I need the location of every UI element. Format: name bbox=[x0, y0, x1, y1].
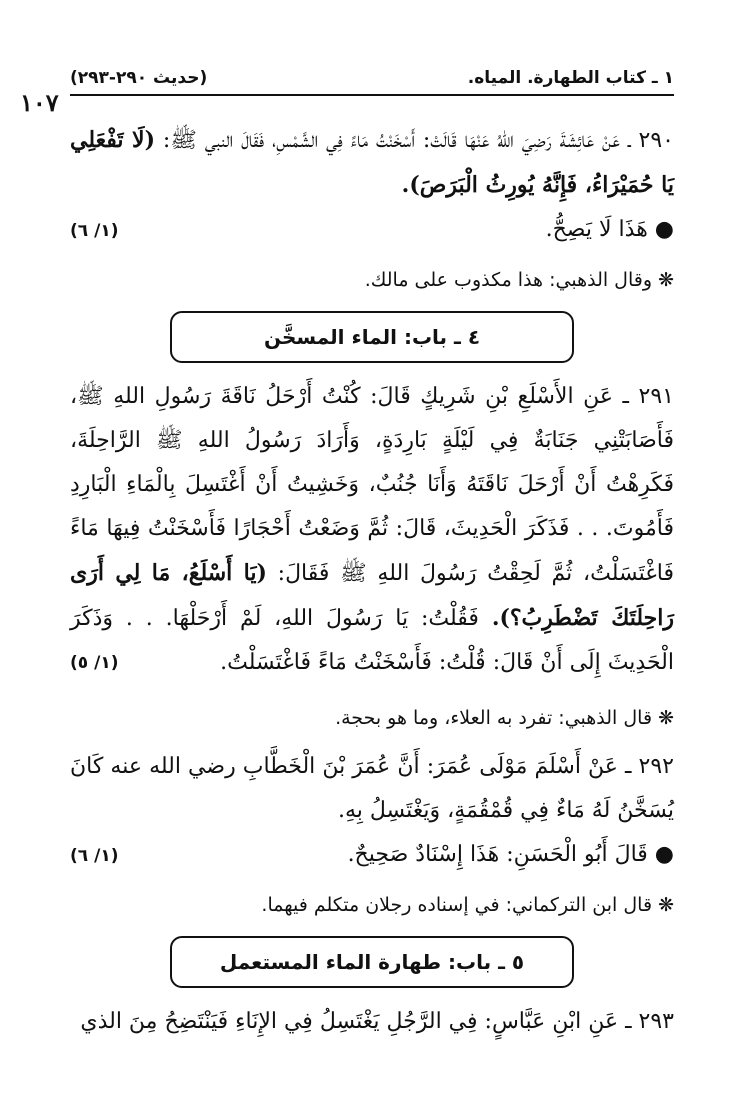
header-rule bbox=[70, 94, 674, 96]
chapter-title: ٤ ـ باب: الماء المسخَّن bbox=[263, 325, 481, 349]
hadith-292-grading bbox=[70, 833, 674, 878]
hadith-290-grading bbox=[70, 208, 674, 253]
page-body bbox=[70, 118, 674, 1044]
hadith-290 bbox=[70, 118, 674, 208]
volume-reference: (١/ ٦) bbox=[70, 221, 119, 241]
chapter-title: ٥ ـ باب: طهارة الماء المستعمل bbox=[219, 950, 525, 974]
hadith-range: (حديث ٢٩٠-٢٩٣) bbox=[70, 68, 208, 88]
book-title: ١ ـ كتاب الطهارة. المياه. bbox=[467, 68, 674, 88]
running-header bbox=[70, 66, 674, 90]
hadith-290-quote: (لَا تَفْعَلِي يَا حُمَيْرَاءُ، فَإِنَّهُ يُورِثُ الْبَرَصَ). bbox=[70, 127, 674, 198]
hadith-290-note: ❋ وقال الذهبي: هذا مكذوب على مالك. bbox=[364, 269, 674, 291]
hadith-291-text: ٢٩١ ـ عَنِ الأَسْلَعِ بْنِ شَرِيكٍ قَالَ: كُنْتُ أَرْحَلُ نَاقَةَ رَسُولِ اللهِ ﷺ، فَأَصَابَتْنِي جَنَابَةٌ فِي لَيْلَةٍ بَارِدَةٍ، وَأَرَادَ رَسُولُ اللهِ ﷺ الرَّاحِلَةَ، فَكَرِهْتُ أَنْ أَرْحَلَ نَاقَتَهُ وَأَنَا جُنُبٌ، وَخَشِيتُ أَنْ أَغْتَسِلَ بِالْمَاءِ الْبَارِدِ فَأَمُوتَ. . . فَذَكَرَ الْحَدِيثَ، قَالَ: ثُمَّ وَضَعْتُ أَحْجَارًا فَأَسْخَنْتُ فِيهَا مَاءً فَاغْتَسَلْتُ، ثُمَّ لَحِقْتُ رَسُولَ اللهِ ﷺ فَقَالَ: bbox=[70, 384, 674, 586]
page-number: ١٠٧ bbox=[20, 88, 59, 117]
volume-reference: (١/ ٥) bbox=[70, 653, 119, 673]
hadith-291-text-continued: فَقُلْتُ: يَا رَسُولَ اللهِ، لَمْ أَرْحَلْهَا. . . وَذَكَرَ الْحَدِيثَ إِلَى أَنْ قَالَ: قُلْتُ: فَأَسْخَنْتُ مَاءً فَاغْتَسَلْتُ. bbox=[70, 606, 674, 675]
grading-text: ● قَالَ أَبُو الْحَسَنِ: هَذَا إِسْنَادٌ صَحِيحٌ. bbox=[347, 842, 674, 867]
hadith-291-quote: (يَا أَسْلَعُ، مَا لِي أَرَى رَاحِلَتَكَ تَضْطَرِبُ؟). bbox=[70, 560, 674, 631]
hadith-292-note: ❋ قال ابن التركماني: في إسناده رجلان متكلم فيهما. bbox=[261, 894, 674, 916]
hadith-291-note: ❋ قال الذهبي: تفرد به العلاء، وما هو بحجة. bbox=[335, 707, 674, 729]
chapter-heading-4 bbox=[170, 311, 574, 363]
hadith-291 bbox=[70, 375, 674, 685]
chapter-heading-5 bbox=[170, 936, 574, 988]
hadith-290-text: ٢٩٠ ـ عَنْ عَائِشَةَ رَضِيَ اللهُ عَنْهَا قَالَتْ: أَسْخَنْتُ مَاءً فِي الشَّمْسِ، فَقَالَ النبي ﷺ: bbox=[162, 128, 674, 153]
hadith-292: ٢٩٢ ـ عَنْ أَسْلَمَ مَوْلَى عُمَرَ: أَنَّ عُمَرَ بْنَ الْخَطَّابِ رضي الله عنه كَانَ يُسَخَّنُ لَهُ مَاءٌ فِي قُمْقُمَةٍ، وَيَغْتَسِلُ بِهِ. bbox=[70, 754, 674, 823]
hadith-293: ٢٩٣ ـ عَنِ ابْنِ عَبَّاسٍ: فِي الرَّجُلِ يَغْتَسِلُ فِي الإِنَاءِ فَيَنْتَضِحُ مِنَ الذي bbox=[80, 1009, 674, 1034]
volume-reference: (١/ ٦) bbox=[70, 846, 119, 866]
grading-text: ● هَذَا لَا يَصِحُّ. bbox=[545, 217, 674, 242]
